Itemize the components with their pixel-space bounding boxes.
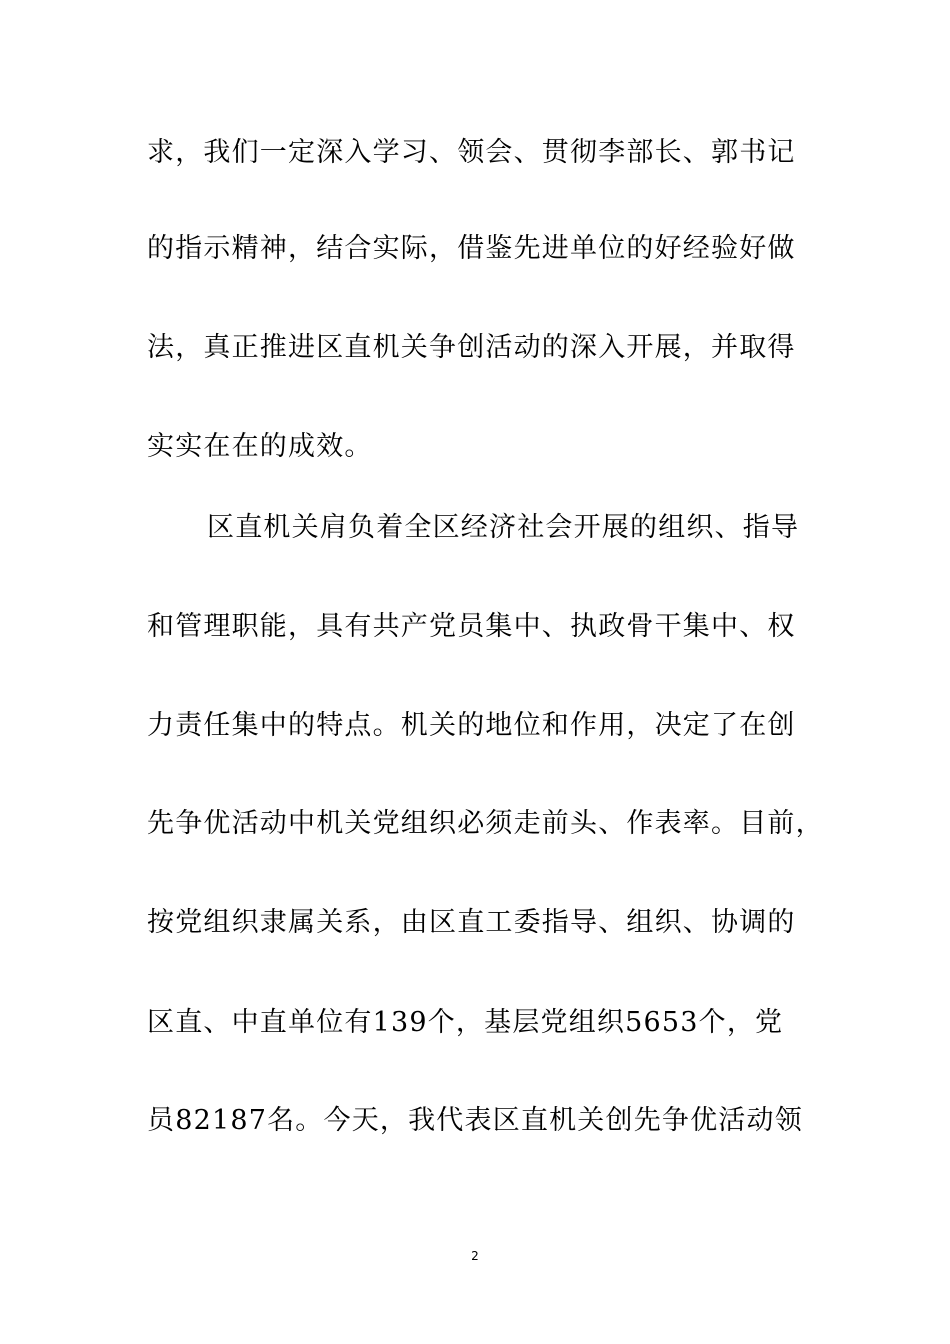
text-line: 员82187名。今天，我代表区直机关创先争优活动领 xyxy=(147,1105,803,1136)
text-line-indented: 区直机关肩负着全区经济社会开展的组织、指导 xyxy=(207,512,800,543)
text-line: 法，真正推进区直机关争创活动的深入开展，并取得 xyxy=(147,332,796,363)
text-line: 的指示精神，结合实际，借鉴先进单位的好经验好做 xyxy=(147,233,796,264)
page-number: 2 xyxy=(471,1249,479,1263)
text-line: 求，我们一定深入学习、领会、贯彻李部长、郭书记 xyxy=(147,137,796,168)
text-line: 按党组织隶属关系，由区直工委指导、组织、协调的 xyxy=(147,907,796,938)
text-line: 和管理职能，具有共产党员集中、执政骨干集中、权 xyxy=(147,611,796,642)
text-line: 力责任集中的特点。机关的地位和作用，决定了在创 xyxy=(147,710,796,741)
text-line: 实实在在的成效。 xyxy=(147,431,373,462)
text-line: 区直、中直单位有139个，基层党组织5653个，党 xyxy=(147,1007,784,1038)
text-line: 先争优活动中机关党组织必须走前头、作表率。目前， xyxy=(147,808,824,839)
